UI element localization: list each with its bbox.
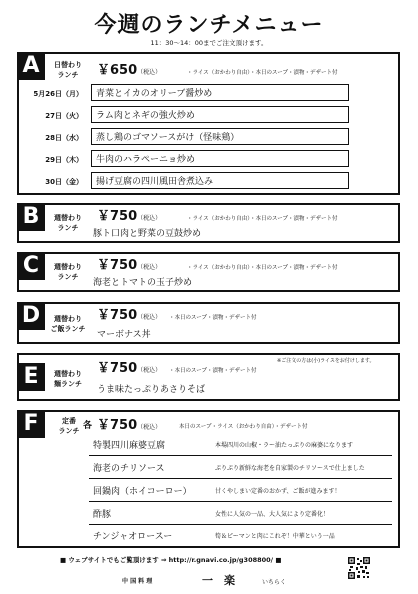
section-includes: ・本日のスープ・漬物・デザート付: [169, 368, 257, 374]
dish-name: 回鍋肉（ホイコーロー）: [93, 487, 192, 497]
section-letter: B: [17, 203, 45, 231]
day-date: 27日（火）: [45, 112, 83, 120]
dish-name: 揚げ豆腐の四川風田舎煮込み: [96, 177, 214, 187]
section-includes: ・本日のスープ・漬物・デザート付: [169, 315, 257, 321]
day-date: 5月26日（月）: [33, 90, 83, 98]
dish-description: 本場四川の山椒・ラー油たっぷりの麻婆になります: [215, 442, 354, 449]
day-date: 30日（金）: [45, 178, 83, 186]
shop-name: 一 楽: [202, 574, 235, 587]
dish-name: マーボナス丼: [97, 330, 151, 340]
dish-name: 海老のチリソース: [93, 464, 165, 474]
divider: [89, 455, 392, 456]
day-date: 28日（水）: [45, 134, 83, 142]
shop-reading: いちらく: [262, 579, 287, 586]
each-label: 各: [83, 421, 93, 431]
section-price: ￥750（税込）: [97, 258, 162, 273]
divider: [89, 478, 392, 479]
divider: [89, 501, 392, 502]
dish-name: チンジャオロースー: [93, 532, 173, 542]
section-b: [17, 203, 400, 243]
section-price: ￥750（税込）: [97, 209, 162, 224]
website-note: ■ ウェブサイトでもご覧頂けます ⇒ http://r.gnavi.co.jp/g308800/ ■: [60, 556, 282, 564]
section-c: [17, 252, 400, 292]
divider: [89, 524, 392, 525]
section-a: [17, 52, 400, 195]
section-includes: 本日のスープ・ライス（おかわり自由）・デザート付: [179, 424, 308, 430]
section-d: [17, 302, 400, 344]
dish-description: ぷりぷり新鮮な海老を自家製のチリソースで仕上ました: [215, 465, 365, 472]
section-price: ￥650（税込）: [97, 63, 162, 78]
section-price: ￥750（税込）: [97, 308, 162, 323]
section-includes: ・ライス（おかわり自由）・本日のスープ・漬物・デザート付: [187, 70, 338, 76]
section-letter: D: [17, 302, 45, 330]
page-title: 今週のランチメニュー: [94, 13, 324, 38]
section-letter: A: [17, 52, 45, 80]
dish-name: うま味たっぷりあさりそば: [97, 385, 206, 395]
section-kind: 週替わり ご飯ランチ: [50, 315, 86, 333]
section-letter: F: [17, 410, 45, 438]
rice-note: ※ご注文の方は(小)ライスをお付けします。: [277, 358, 375, 364]
dish-name: 青菜とイカのオリーブ醤炒め: [96, 89, 213, 99]
shop-type: 中 国 料 理: [122, 578, 153, 585]
dish-name: 海老とトマトの玉子炒め: [93, 278, 193, 288]
section-includes: ・ライス（おかわり自由）・本日のスープ・漬物・デザート付: [187, 216, 338, 222]
day-date: 29日（木）: [45, 156, 83, 164]
section-includes: ・ライス（おかわり自由）・本日のスープ・漬物・デザート付: [187, 265, 338, 271]
section-e: [17, 353, 400, 401]
section-f: [17, 410, 400, 548]
section-kind: 定番 ランチ: [58, 417, 80, 435]
section-kind: 週替わり ランチ: [54, 214, 82, 232]
qr-code-icon[interactable]: [348, 557, 370, 579]
dish-name: 豚ト口肉と野菜の豆鼓炒め: [93, 229, 202, 239]
section-kind: 週替わり 麺ランチ: [54, 370, 82, 388]
section-letter: C: [17, 252, 45, 280]
dish-name: 蒸し鶏のゴマソースがけ（怪味鶏）: [96, 133, 240, 143]
section-price: ￥750（税込）: [97, 418, 162, 433]
section-letter: E: [17, 363, 45, 391]
dish-description: 甘くやしまい定番のおかず、ご飯が進みます！: [215, 488, 341, 495]
dish-name: 牛肉のハラペーニョ炒め: [96, 155, 196, 165]
section-price: ￥750（税込）: [97, 361, 162, 376]
dish-description: 筍＆ピーマンと肉にこれぞ！中華という一品: [215, 533, 335, 540]
section-kind: 週替わり ランチ: [54, 263, 82, 281]
hours-note: 11：30～14：00までご注文頂けます。: [150, 39, 268, 47]
dish-description: 女性に人気の一品、大人気により定番化！: [215, 511, 330, 518]
section-kind: 日替わり ランチ: [54, 61, 82, 79]
dish-name: 酢豚: [93, 510, 112, 520]
dish-name: ラム肉とネギの強火炒め: [96, 111, 195, 121]
dish-name: 特製四川麻婆豆腐: [93, 441, 166, 451]
